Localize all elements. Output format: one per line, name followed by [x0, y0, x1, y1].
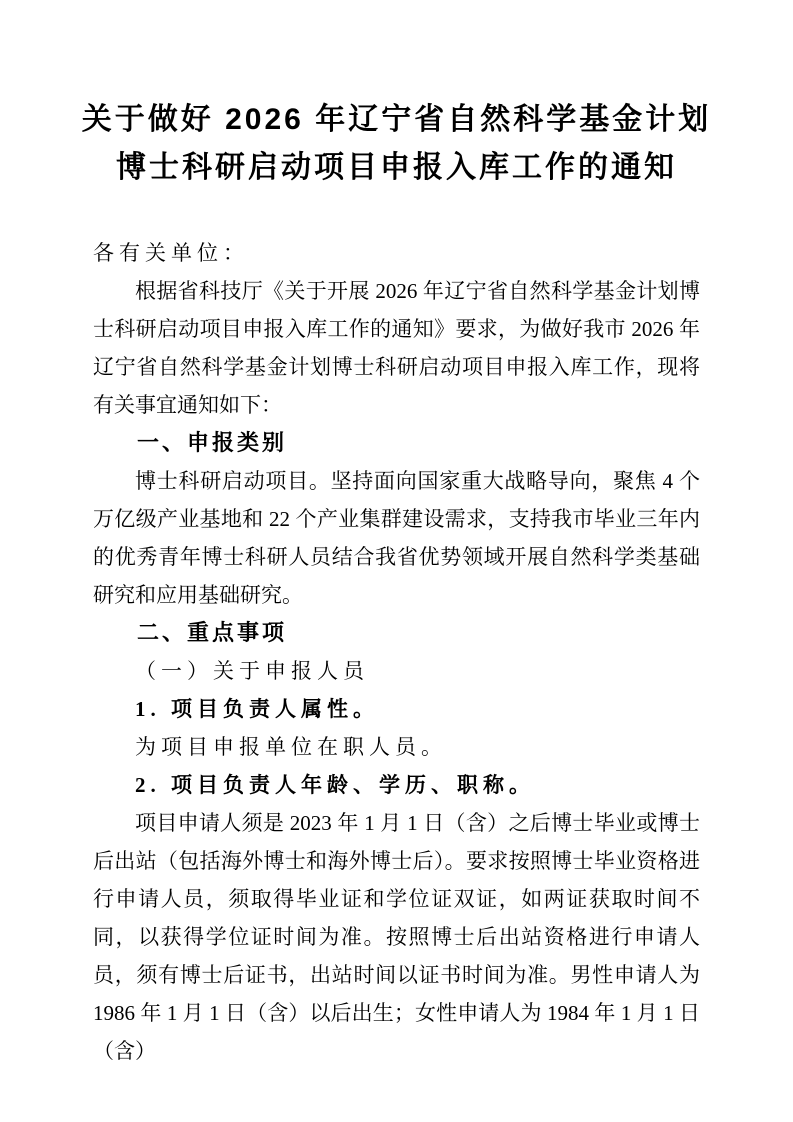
section2-heading: 二、重点事项 [137, 620, 288, 645]
section2-sub1-heading: （一）关于申报人员 [135, 659, 369, 683]
item2-body: 项目申请人须是 2023 年 1 月 1 日（含）之后博士毕业或博士后出站（包括海外博士和海外博士后）。要求按照博士毕业资格进行申请人员，须取得毕业证和学位证双证，如两证获取时间不同，以获得学位证时间为准。按照博士后出站资格进行申请人员，须有博士后证书，出站时间以证书时间为准。男性申请人为 1986 年 1 月 1 日（含）以后出生；女性申请人为 1984 年 1 月 1 日（含） [93, 811, 700, 1063]
document-title [0, 0, 793, 192]
section1-body: 博士科研启动项目。坚持面向国家重大战略导向，聚焦 4 个万亿级产业基地和 22 个产业集群建设需求，支持我市毕业三年内的优秀青年博士科研人员结合我省优势领域开展自然科学类基础研究和应用基础研究。 [93, 469, 700, 607]
document-title-line1: 关于做好 2026 年辽宁省自然科学基金计划 [81, 103, 712, 136]
document-title-line2: 博士科研启动项目申报入库工作的通知 [116, 151, 677, 184]
intro-paragraph: 根据省科技厅《关于开展 2026 年辽宁省自然科学基金计划博士科研启动项目申报入库工作的通知》要求，为做好我市 2026 年辽宁省自然科学基金计划博士科研启动项目申报入库工作，现将有关事宜通知如下： [93, 279, 700, 417]
document-body [93, 234, 700, 1070]
item1-body: 为项目申报单位在职人员。 [135, 735, 447, 759]
item2-heading: 2. 项目负责人年龄、学历、职称。 [135, 773, 535, 797]
section1-heading: 一、申报类别 [137, 430, 288, 455]
item1-heading: 1. 项目负责人属性。 [135, 697, 379, 721]
salutation: 各有关单位： [93, 241, 249, 265]
